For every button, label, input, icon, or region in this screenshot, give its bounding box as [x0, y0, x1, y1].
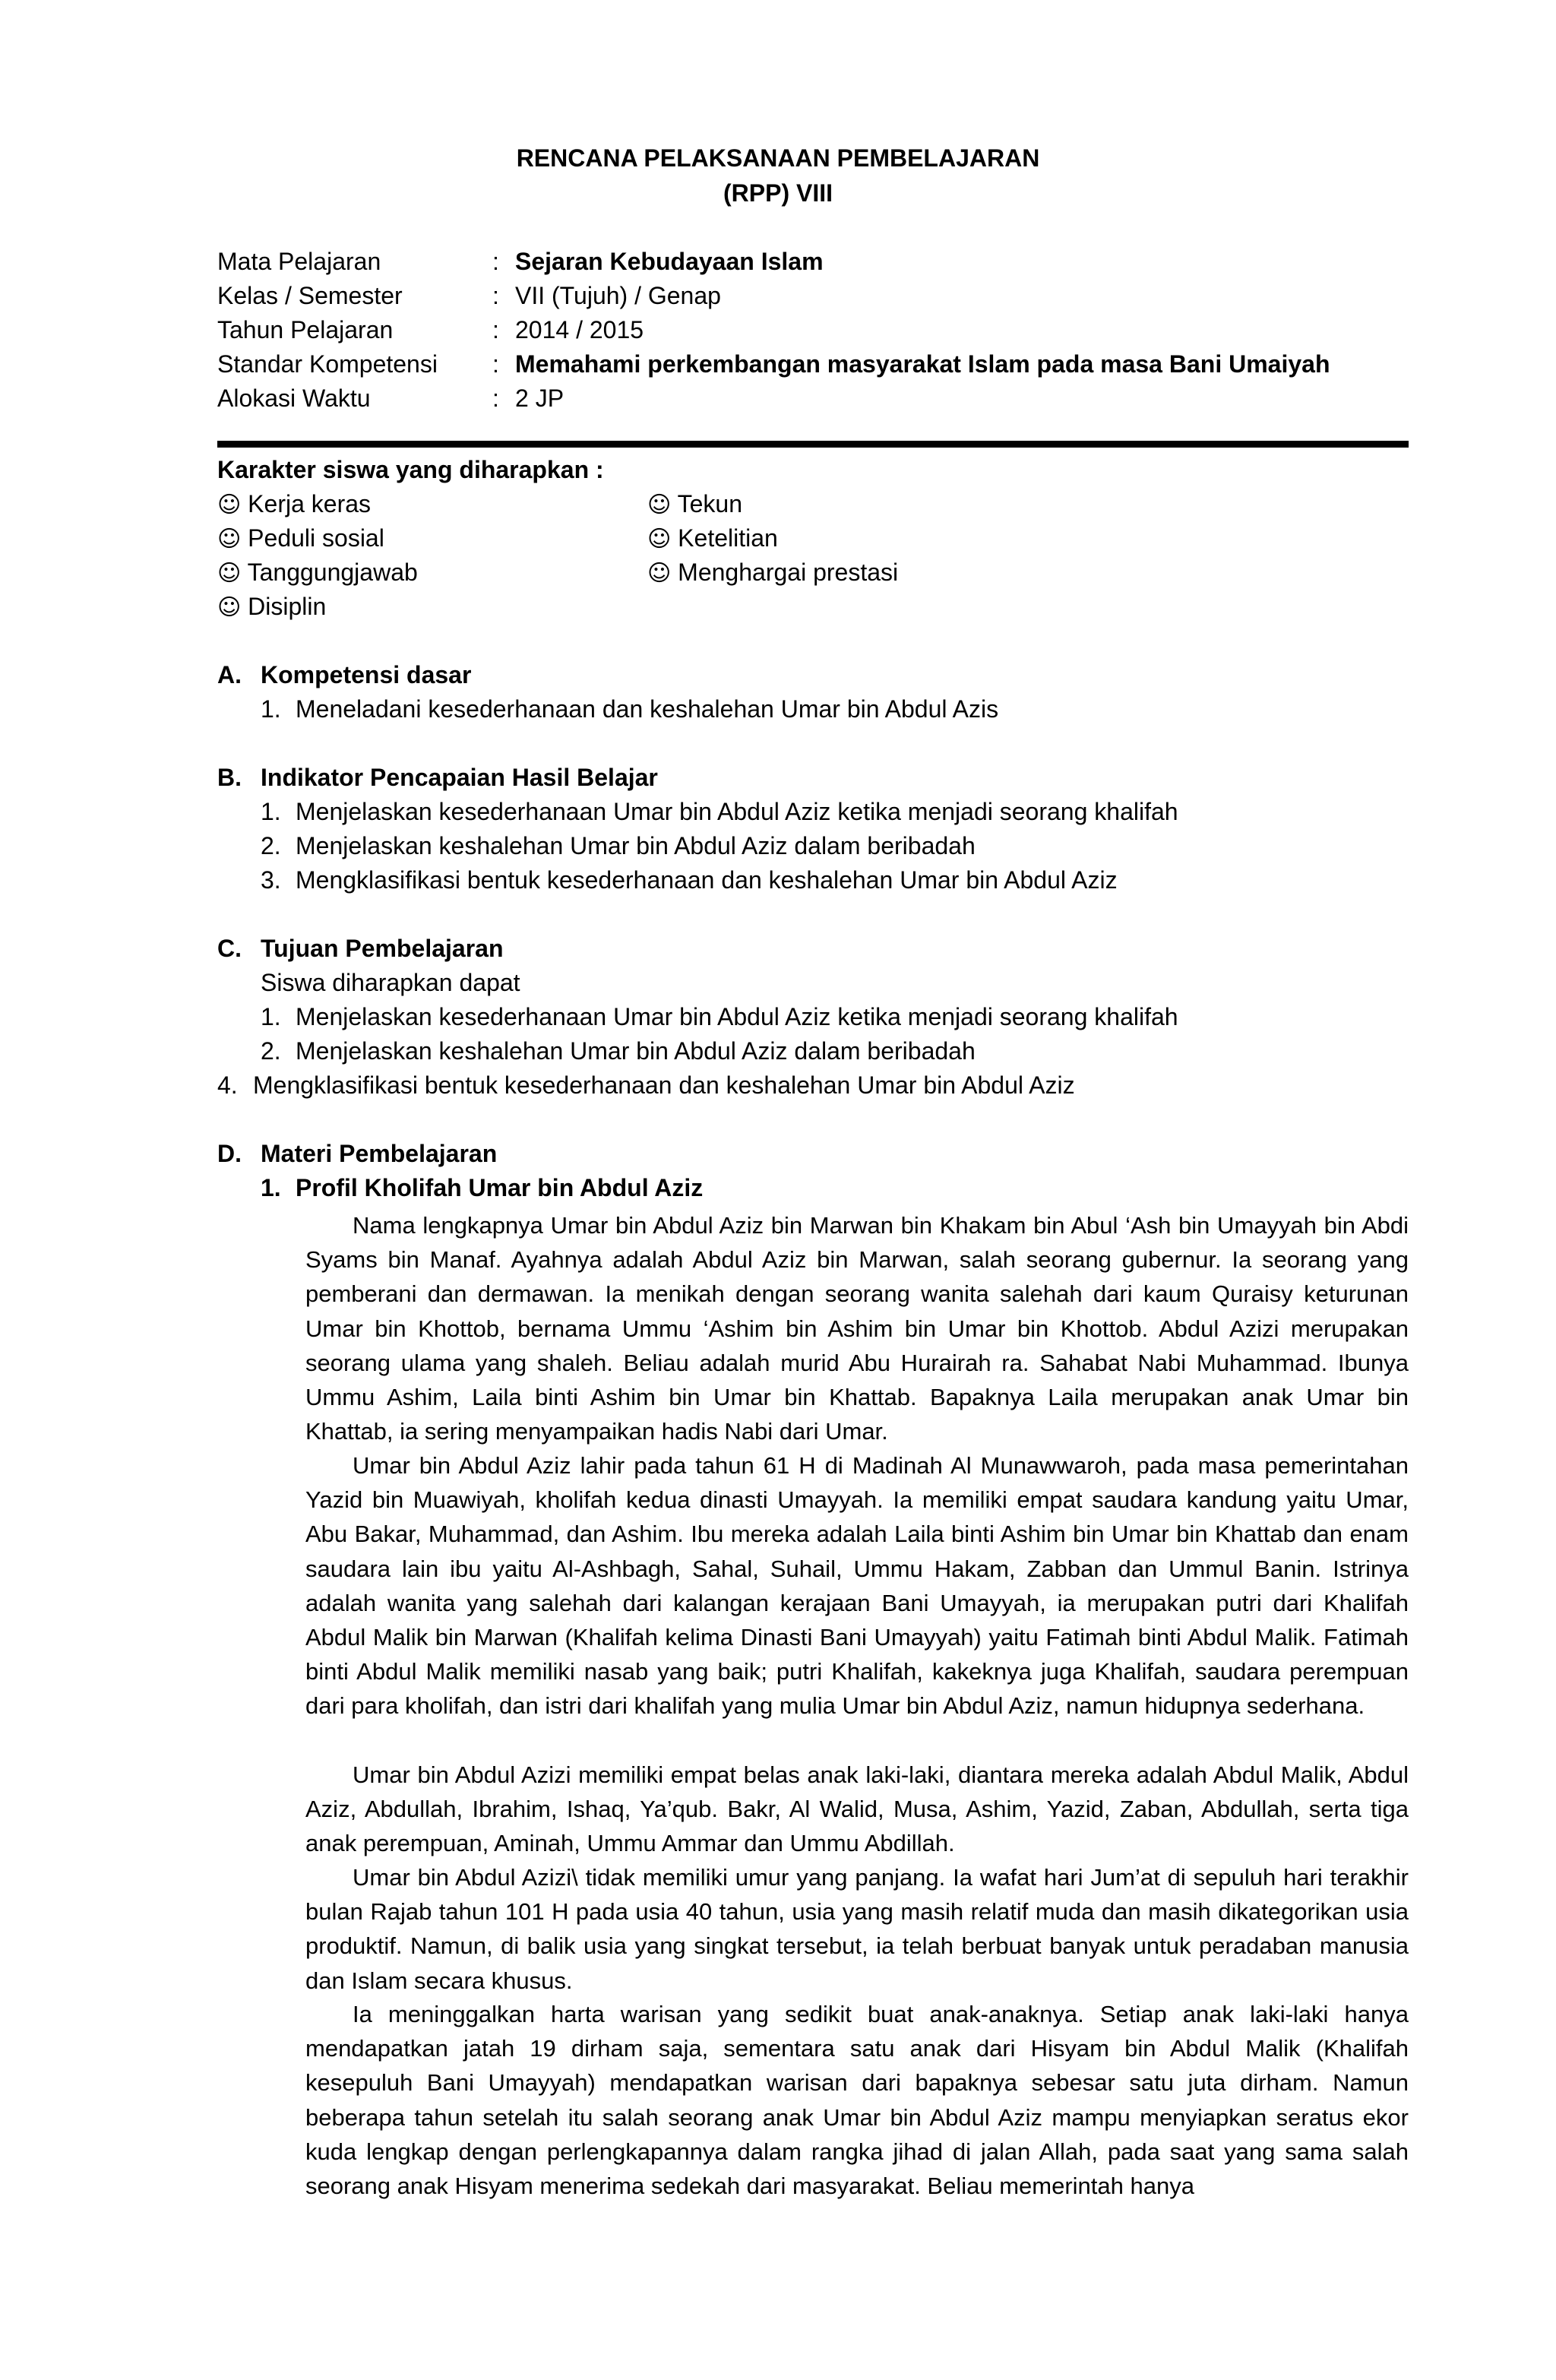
karakter-item	[217, 524, 384, 552]
info-label-tahun-pelajaran: Tahun Pelajaran	[217, 316, 394, 343]
info-value-mata-pelajaran: Sejaran Kebudayaan Islam	[515, 248, 824, 275]
section-d-letter: D.	[217, 1140, 242, 1167]
info-label-alokasi-waktu: Alokasi Waktu	[217, 385, 371, 412]
paragraph: Ia meninggalkan harta warisan yang sedikit buat anak-anaknya. Setiap anak laki-laki hanya mendapatkan jatah 19 dirham saja, sementara satu anak dari Hisyam bin Abdul Malik (Khalifah kesepuluh Bani Umayyah) mendapatkan warisan dari bapaknya sebesar satu juta dirham. Namun beberapa tahun setelah itu salah seorang anak Umar bin Abdul Aziz mampu menyiapkan seratus ekor kuda lengkap dengan perlengkapannya dalam rangka jihad di jalan Allah, pada saat yang sama salah seorang anak Hisyam menerima sedekah dari masyarakat. Beliau memerintah hanya	[305, 2001, 1409, 2200]
horizontal-rule	[217, 441, 1409, 448]
info-colon: :	[492, 350, 499, 378]
list-number: 3.	[261, 866, 281, 894]
paragraph: Umar bin Abdul Aziz lahir pada tahun 61 H di Madinah Al Munawwaroh, pada masa pemerintahan Yazid bin Muawiyah, kholifah kedua dinasti Umayyah. Ia memiliki empat saudara kandung yaitu Umar, Abu Bakar, Muhammad, dan Ashim. Ibu mereka adalah Laila binti Ashim bin Umar bin Khattab dan enam saudara lain ibu yaitu Al-Ashbagh, Sahal, Suhail, Ummu Hakam, Zabban dan Ummul Banin. Istrinya adalah wanita yang salehah dari kalangan kerajaan Bani Umayyah, ia merupakan putri dari Khalifah Abdul Malik bin Marwan (Khalifah kelima Dinasti Bani Umayyah) yaitu Fatimah binti Abdul Malik. Fatimah binti Abdul Malik memiliki nasab yang baik; putri Khalifah, kakeknya juga Khalifah, saudara perempuan dari para kholifah, dan istri dari khalifah yang mulia Umar bin Abdul Aziz, namun hidupnya sederhana.	[305, 1452, 1409, 1720]
info-value-tahun-pelajaran: 2014 / 2015	[515, 316, 644, 343]
list-item: Menjelaskan kesederhanaan Umar bin Abdul Aziz ketika menjadi seorang khalifah	[296, 1003, 1178, 1030]
karakter-item	[647, 490, 742, 518]
info-colon: :	[492, 282, 499, 309]
info-value-kelas-semester: VII (Tujuh) / Genap	[515, 282, 721, 309]
section-b-letter: B.	[217, 764, 242, 791]
smiley-icon: ☺	[217, 594, 242, 621]
list-item: Menjelaskan keshalehan Umar bin Abdul Aziz dalam beribadah	[296, 1037, 976, 1065]
smiley-icon: ☺	[217, 560, 242, 587]
info-colon: :	[492, 316, 499, 343]
karakter-item	[647, 524, 778, 552]
list-number: 1.	[261, 1003, 281, 1030]
karakter-item	[217, 593, 326, 621]
karakter-text: Menghargai prestasi	[678, 559, 899, 586]
karakter-text: Peduli sosial	[248, 524, 384, 552]
section-a-heading: Kompetensi dasar	[261, 661, 472, 688]
karakter-text: Disiplin	[248, 593, 327, 620]
list-item: Mengklasifikasi bentuk kesederhanaan dan keshalehan Umar bin Abdul Aziz	[296, 866, 1118, 894]
karakter-text: Tekun	[677, 490, 742, 517]
list-item: Meneladani kesederhanaan dan keshalehan Umar bin Abdul Azis	[296, 695, 999, 723]
smiley-icon: ☺	[217, 492, 242, 518]
list-item: Mengklasifikasi bentuk kesederhanaan dan keshalehan Umar bin Abdul Aziz	[253, 1071, 1075, 1099]
karakter-text: Ketelitian	[678, 524, 778, 552]
info-colon: :	[492, 248, 499, 275]
info-value-standar-kompetensi: Memahami perkembangan masyarakat Islam pada masa Bani Umaiyah	[515, 350, 1330, 378]
section-c-intro: Siswa diharapkan dapat	[261, 969, 520, 996]
list-number: 2.	[261, 1037, 281, 1065]
document-subtitle: (RPP) VIII	[723, 179, 833, 207]
paragraph: Umar bin Abdul Azizi memiliki empat belas anak laki-laki, diantara mereka adalah Abdul Malik, Abdul Aziz, Abdullah, Ibrahim, Ishaq, Ya’qub. Bakr, Al Walid, Musa, Ashim, Yazid, Zaban, Abdullah, serta tiga anak perempuan, Aminah, Ummu Ammar dan Ummu Abdillah.	[305, 1761, 1409, 1857]
smiley-icon: ☺	[647, 492, 672, 518]
smiley-icon: ☺	[217, 526, 242, 552]
smiley-icon: ☺	[647, 526, 672, 552]
list-number: 1.	[261, 695, 281, 723]
section-c-letter: C.	[217, 935, 242, 962]
list-number: 1.	[261, 798, 281, 825]
paragraph: Nama lengkapnya Umar bin Abdul Aziz bin Marwan bin Khakam bin Abul ‘Ash bin Umayyah bin Abdi Syams bin Manaf. Ayahnya adalah Abdul Aziz bin Marwan, salah seorang gubernur. Ia seorang yang pemberani dan dermawan. Ia menikah dengan seorang wanita salehah dari kaum Quraisy keturunan Umar bin Khottob, bernama Ummu ‘Ashim bin Ashim bin Umar bin Khottob. Abdul Azizi merupakan seorang ulama yang shaleh. Beliau adalah murid Abu Hurairah ra. Sahabat Nabi Muhammad. Ibunya Ummu Ashim, Laila binti Ashim bin Umar bin Khattab. Bapaknya Laila merupakan anak Umar bin Khattab, ia sering menyampaikan hadis Nabi dari Umar.	[305, 1212, 1409, 1445]
info-label-standar-kompetensi: Standar Kompetensi	[217, 350, 438, 378]
karakter-item	[217, 490, 371, 518]
info-label-kelas-semester: Kelas / Semester	[217, 282, 403, 309]
subsection-heading: Profil Kholifah Umar bin Abdul Aziz	[296, 1174, 704, 1201]
paragraph: Umar bin Abdul Azizi\ tidak memiliki umur yang panjang. Ia wafat hari Jum’at di sepuluh hari terakhir bulan Rajab tahun 101 H pada usia 40 tahun, usia yang masih relatif muda dan masih dikategorikan usia produktif. Namun, di balik usia yang singkat tersebut, ia telah berbuat banyak untuk peradaban manusia dan Islam secara khusus.	[305, 1864, 1409, 1994]
list-item: Menjelaskan kesederhanaan Umar bin Abdul Aziz ketika menjadi seorang khalifah	[296, 798, 1178, 825]
subsection-number: 1.	[261, 1174, 281, 1201]
document-title: RENCANA PELAKSANAAN PEMBELAJARAN	[516, 144, 1040, 172]
karakter-item	[217, 559, 418, 587]
list-item: Menjelaskan keshalehan Umar bin Abdul Aziz dalam beribadah	[296, 832, 976, 859]
karakter-text: Tanggungjawab	[247, 559, 418, 586]
karakter-item	[647, 559, 898, 587]
section-c-heading: Tujuan Pembelajaran	[261, 935, 504, 962]
info-colon: :	[492, 385, 499, 412]
karakter-heading: Karakter siswa yang diharapkan :	[217, 456, 604, 483]
section-d-heading: Materi Pembelajaran	[261, 1140, 498, 1167]
section-a-letter: A.	[217, 661, 242, 688]
section-b-heading: Indikator Pencapaian Hasil Belajar	[261, 764, 658, 791]
list-number: 4.	[217, 1071, 238, 1099]
list-number: 2.	[261, 832, 281, 859]
info-value-alokasi-waktu: 2 JP	[515, 385, 565, 412]
smiley-icon: ☺	[647, 560, 672, 587]
karakter-text: Kerja keras	[248, 490, 372, 517]
info-label-mata-pelajaran: Mata Pelajaran	[217, 248, 381, 275]
